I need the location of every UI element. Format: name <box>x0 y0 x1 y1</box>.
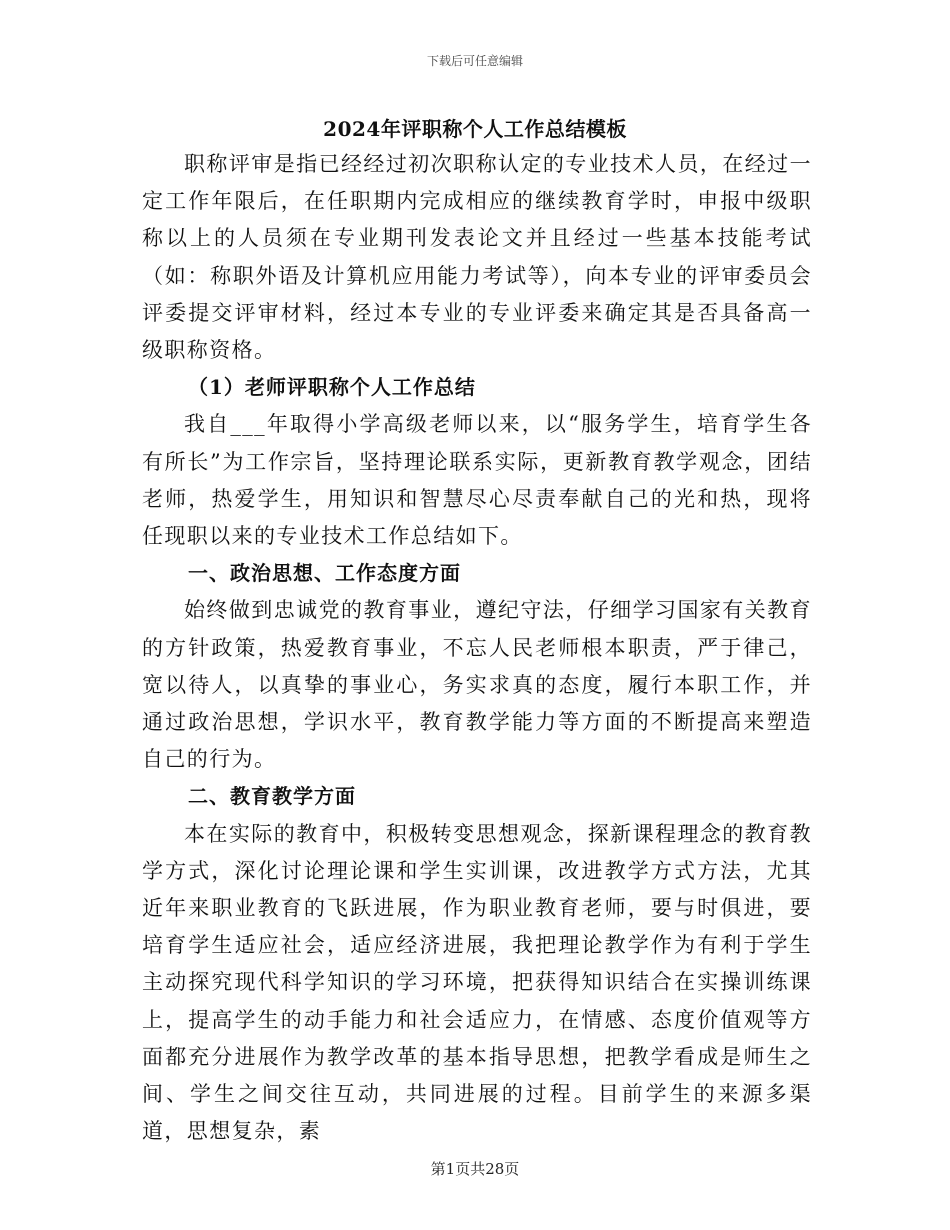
part-1-paragraph: 始终做到忠诚党的教育事业，遵纪守法，仔细学习国家有关教育的方针政策，热爱教育事业，不忘人民老师根本职责，严于律己，宽以待人，以真挚的事业心，务实求真的态度，履行本职工作，并通过政治思想，学识水平，教育教学能力等方面的不断提高来塑造自己的行为。 <box>142 598 812 772</box>
section-1-paragraph: 我自___年取得小学高级老师以来，以“服务学生，培育学生各有所长”为工作宗旨，坚持理论联系实际，更新教育教学观念，团结老师，热爱学生，用知识和智慧尽心尽责奉献自己的光和热，现将任现职以来的专业技术工作总结如下。 <box>142 412 812 549</box>
document-title: 2024年评职称个人工作总结模板 <box>323 117 627 141</box>
part-2-paragraph: 本在实际的教育中，积极转变思想观念，探新课程理念的教育教学方式，深化讨论理论课和学生实训课，改进教学方式方法，尤其近年来职业教育的飞跃进展，作为职业教育老师，要与时俱进，要培育学生适应社会，适应经济进展，我把理论教学作为有利于学生主动探究现代科学知识的学习环境，把获得知识结合在实操训练课上，提高学生的动手能力和社会适应力，在情感、态度价值观等方面都充分进展作为教学改革的基本指导思想，把教学看成是师生之间、学生之间交往互动，共同进展的过程。目前学生的来源多渠道，思想复杂，素 <box>142 821 812 1144</box>
page-header-note: 下载后可任意编辑 <box>426 54 523 68</box>
page-number: 第1页共28页 <box>430 1160 520 1178</box>
intro-paragraph: 职称评审是指已经经过初次职称认定的专业技术人员，在经过一定工作年限后，在任职期内完成相应的继续教育学时，申报中级职称以上的人员须在专业期刊发表论文并且经过一些基本技能考试（如：称职外语及计算机应用能力考试等），向本专业的评审委员会评委提交评审材料，经过本专业的专业评委来确定其是否具备高一级职称资格。 <box>142 152 812 363</box>
document-body <box>142 146 812 1150</box>
part-1-heading: 一、政治思想、工作态度方面 <box>188 561 461 586</box>
part-2-heading: 二、教育教学方面 <box>188 784 356 809</box>
section-1-heading: （1）老师评职称个人工作总结 <box>188 375 476 400</box>
